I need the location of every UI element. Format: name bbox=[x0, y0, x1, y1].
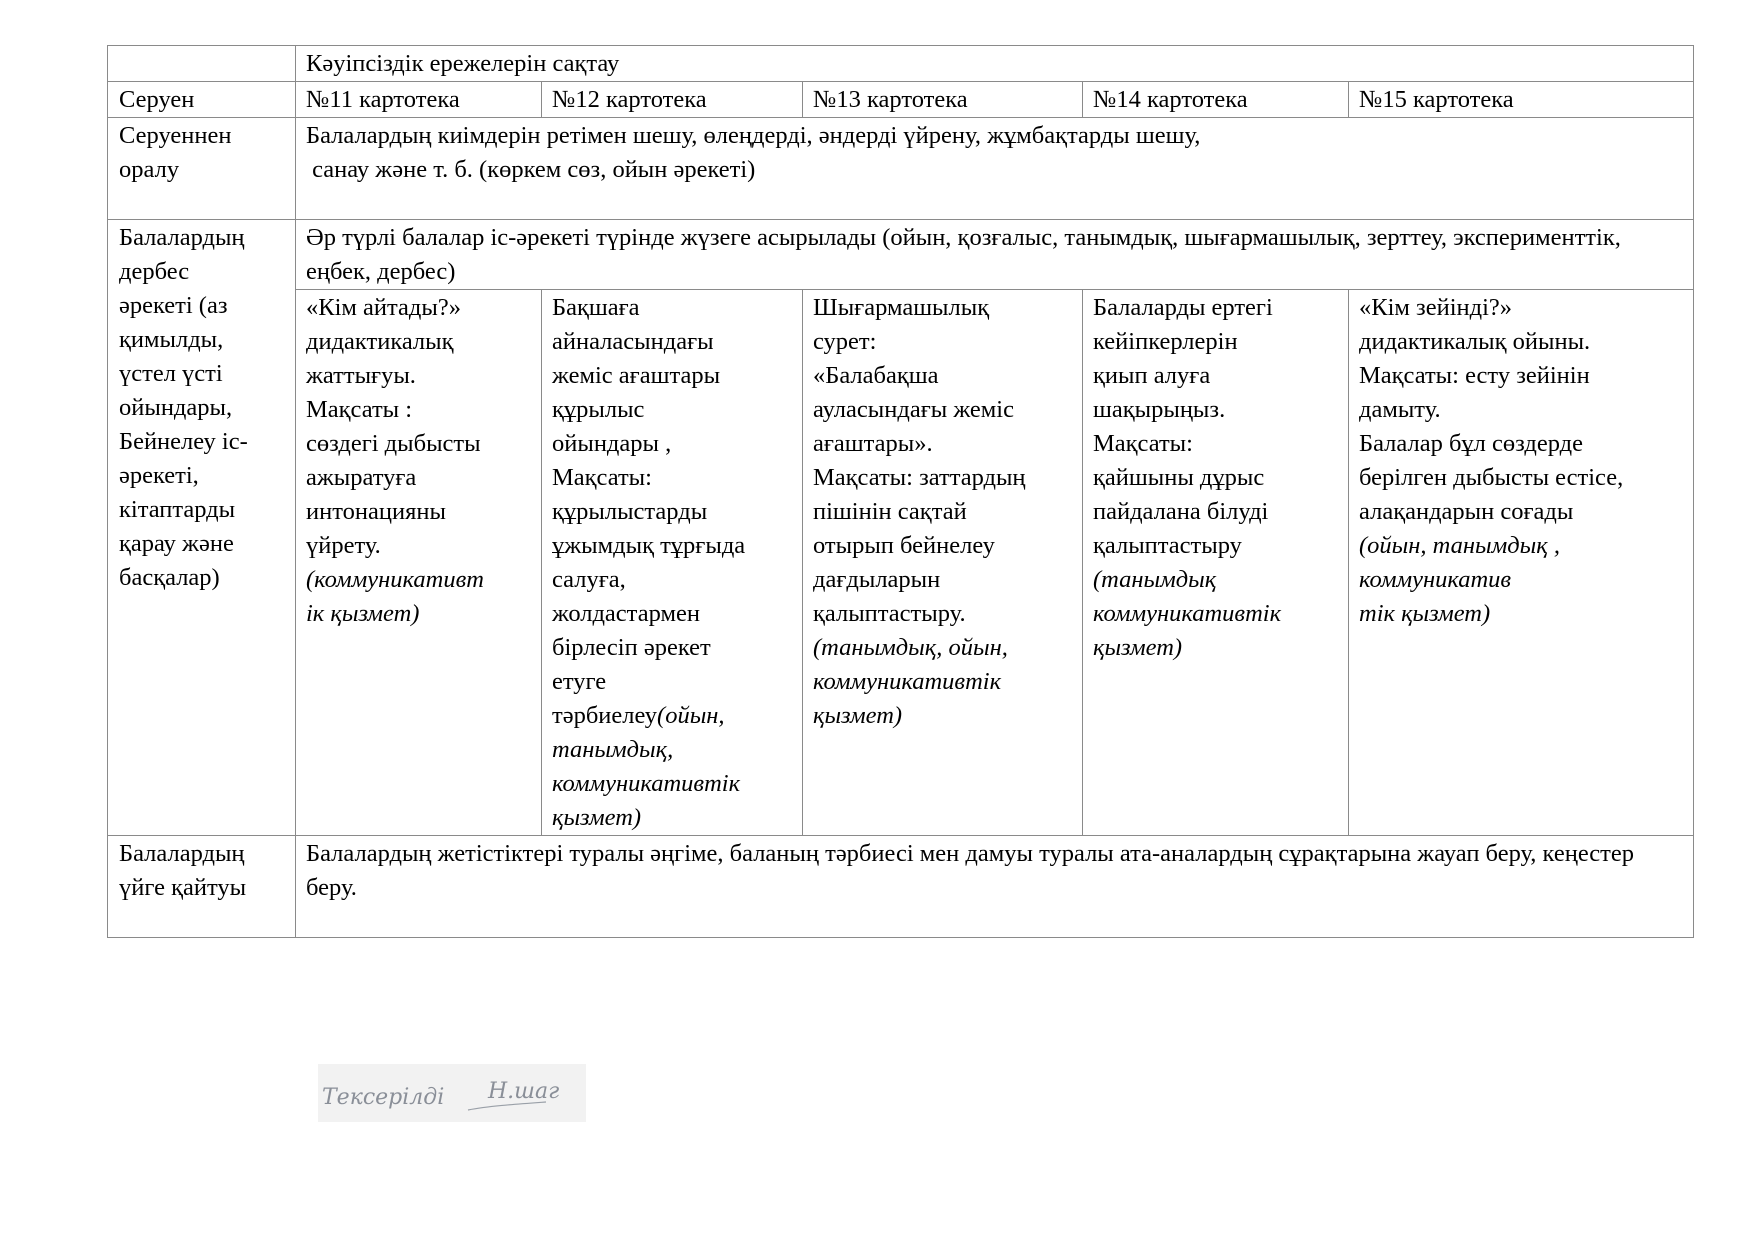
activity-cell-1 bbox=[296, 290, 542, 836]
activity-4-text: Балаларды ертегі кейіпкерлерін қиып алуға шақырыңыз. Мақсаты: қайшыны дұрыс пайдалана білуді қалыптастыру bbox=[1093, 294, 1273, 559]
rules-row bbox=[108, 46, 1694, 82]
walk-card-13: №13 картотека bbox=[803, 82, 1083, 118]
walk-card-11: №11 картотека bbox=[296, 82, 542, 118]
activity-cell-3 bbox=[803, 290, 1083, 836]
walk-card-14: №14 картотека bbox=[1083, 82, 1349, 118]
signature-stamp bbox=[318, 1064, 586, 1122]
activity-1-type: (коммуникативт ік қызмет) bbox=[306, 566, 484, 627]
activity-cell-4 bbox=[1083, 290, 1349, 836]
signature-mark: Н.шаг bbox=[488, 1079, 560, 1104]
return-line-1: Балалардың киімдерін ретімен шешу, өлеңдерді, әндерді үйрену, жұмбақтарды шешу, bbox=[306, 122, 1201, 149]
safety-rules-text: Кәуіпсіздік ережелерін сақтау bbox=[296, 46, 1694, 82]
activity-2-type: (ойын, танымдық, коммуникативтік қызмет) bbox=[552, 702, 741, 831]
activity-3-type: (танымдық, ойын, коммуникативтік қызмет) bbox=[813, 634, 1008, 729]
activity-4-type: (танымдық коммуникативтік қызмет) bbox=[1093, 566, 1282, 661]
signature-text: Тексерілді bbox=[322, 1085, 445, 1110]
independent-summary-row bbox=[108, 220, 1694, 290]
home-row-label: Балалардың үйге қайтуы bbox=[108, 836, 296, 938]
rules-row-label bbox=[108, 46, 296, 82]
activity-5-text: «Кім зейінді?» дидактикалық ойыны. Мақсаты: есту зейінін дамыту. Балалар бұл сөздерде берілген дыбысты естісе, алақандарын соғады bbox=[1359, 294, 1624, 525]
activity-cell-5 bbox=[1349, 290, 1694, 836]
independent-summary: Әр түрлі балалар іс-әрекеті түрінде жүзеге асырылады (ойын, қозғалыс, танымдық, шығармашылық, зерттеу, эксперименттік, еңбек, дербес) bbox=[296, 220, 1694, 290]
activity-5-type: (ойын, танымдық , коммуникатив тік қызмет) bbox=[1359, 532, 1560, 627]
activity-2-text: Бақшаға айналасындағы жеміс ағаштары құрылыс ойындары , Мақсаты: құрылыстарды ұжымдық тұрғыда салуға, жолдастармен бірлесіп әрекет етуге тәрбиелеу bbox=[552, 294, 746, 729]
activities-row bbox=[108, 290, 1694, 836]
walk-card-12: №12 картотека bbox=[542, 82, 803, 118]
walk-card-15: №15 картотека bbox=[1349, 82, 1694, 118]
return-line-2: санау және т. б. (көркем сөз, ойын әрекеті) bbox=[306, 156, 756, 183]
plan-document bbox=[107, 45, 1693, 938]
activity-3-text: Шығармашылық сурет: «Балабақша ауласындағы жеміс ағаштары». Мақсаты: заттардың пішінін сақтай отырып бейнелеу дағдыларын қалыптастыру. bbox=[813, 294, 1026, 627]
return-row-text bbox=[296, 118, 1694, 220]
independent-row-label: Балалардың дербес әрекеті (аз қимылды, үстел үсті ойындары, Бейнелеу іс- әрекеті, кітаптарды қарау және басқалар) bbox=[108, 220, 296, 836]
activity-1-text: «Кім айтады?» дидактикалық жаттығуы. Мақсаты : сөздегі дыбысты ажыратуға интонацияны үйрету. bbox=[306, 294, 481, 559]
return-row-label: Серуеннен оралу bbox=[108, 118, 296, 220]
home-row-text: Балалардың жетістіктері туралы әңгіме, баланың тәрбиесі мен дамуы туралы ата-аналардың сұрақтарына жауап беру, кеңестер беру. bbox=[296, 836, 1694, 938]
plan-table bbox=[107, 45, 1694, 938]
walk-row-label: Серуен bbox=[108, 82, 296, 118]
walk-row bbox=[108, 82, 1694, 118]
activity-cell-2 bbox=[542, 290, 803, 836]
home-row bbox=[108, 836, 1694, 938]
return-row bbox=[108, 118, 1694, 220]
